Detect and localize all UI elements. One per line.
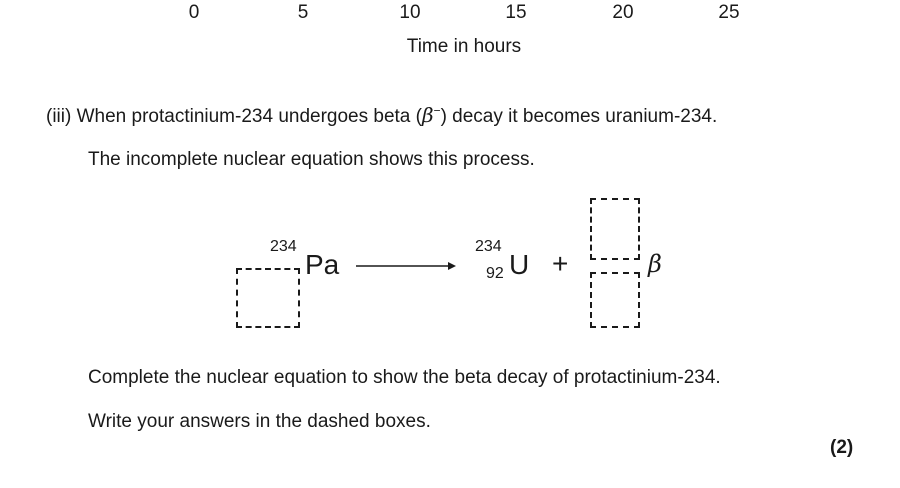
- reaction-arrow: [356, 260, 456, 272]
- axis-tick-20: 20: [612, 2, 634, 23]
- axis-tick-5: 5: [297, 2, 309, 23]
- beta-atomic-number-answer-box[interactable]: [590, 272, 640, 328]
- u-mass-number: 234: [475, 238, 502, 255]
- intro-text: When protactinium-234 undergoes beta (: [76, 106, 422, 127]
- marks-indicator: (2): [830, 437, 854, 458]
- intro-end-text: ) decay it becomes uranium-234.: [440, 106, 718, 127]
- beta-minus-sup: −: [433, 103, 441, 118]
- u-atomic-number: 92: [486, 265, 504, 282]
- pa-atomic-number-answer-box[interactable]: [236, 268, 300, 328]
- axis-tick-25: 25: [718, 2, 740, 23]
- pa-mass-number: 234: [270, 238, 297, 255]
- question-part-iii: [46, 103, 717, 128]
- beta-particle-symbol: β: [648, 250, 662, 278]
- equation-description: The incomplete nuclear equation shows this process.: [88, 149, 535, 170]
- plus-sign: +: [552, 248, 569, 279]
- x-axis-label: Time in hours: [406, 36, 522, 57]
- part-label: (iii): [46, 106, 72, 127]
- instruction-complete-equation: Complete the nuclear equation to show the beta decay of protactinium-234.: [88, 367, 721, 388]
- axis-tick-10: 10: [399, 2, 421, 23]
- beta-symbol-inline: β: [421, 103, 434, 127]
- beta-mass-number-answer-box[interactable]: [590, 198, 640, 260]
- axis-tick-15: 15: [505, 2, 527, 23]
- pa-symbol: Pa: [305, 249, 340, 280]
- instruction-dashed-boxes: Write your answers in the dashed boxes.: [88, 411, 431, 432]
- u-symbol: U: [509, 249, 530, 280]
- axis-tick-0: 0: [188, 2, 200, 23]
